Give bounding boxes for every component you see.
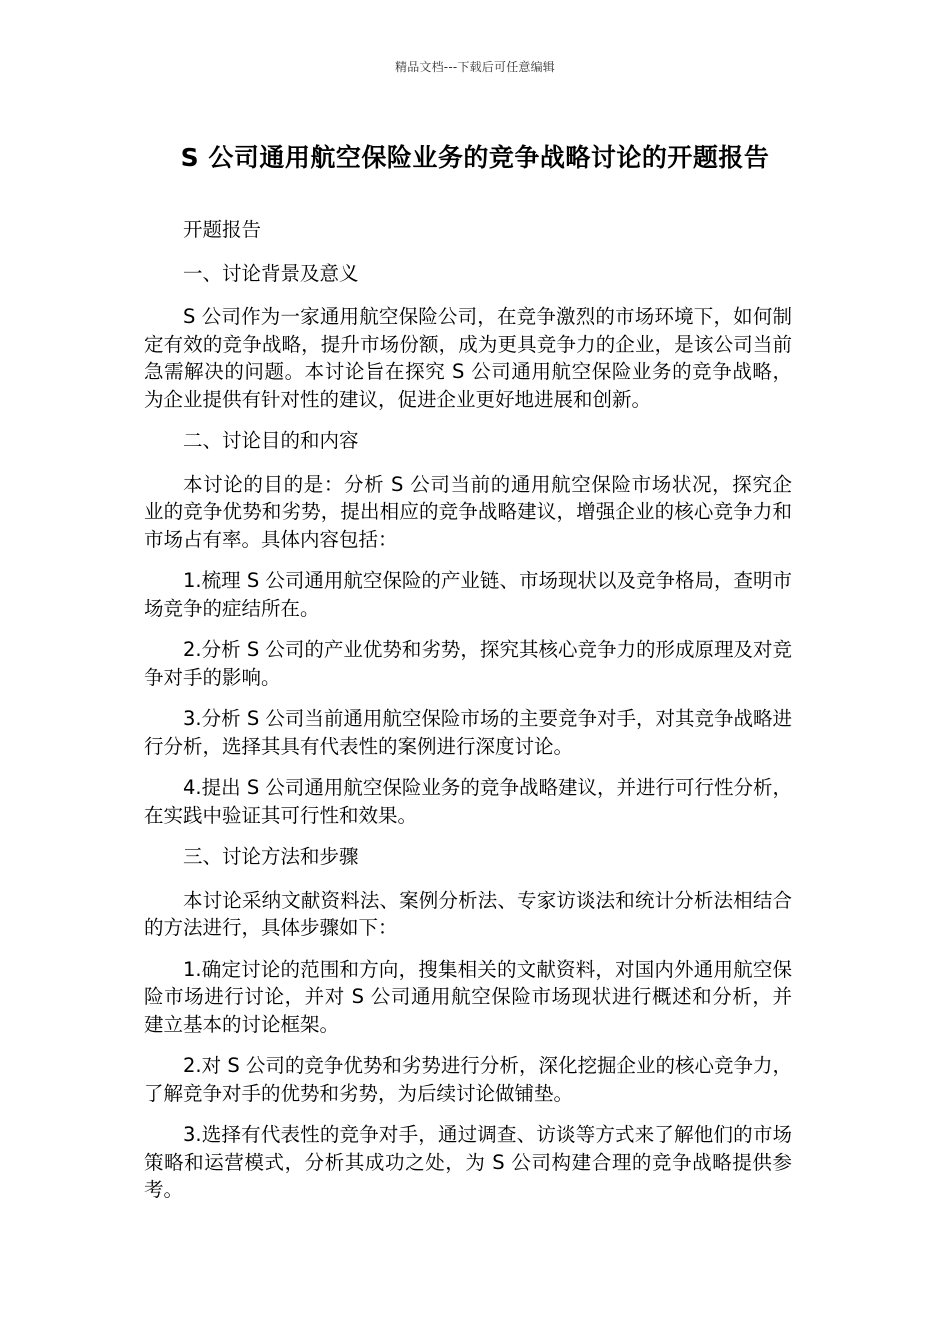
paragraph: 本讨论的目的是：分析 S 公司当前的通用航空保险市场状况，探究企业的竞争优势和劣势，提出相应的竞争战略建议，增强企业的核心竞争力和市场占有率。具体内容包括： — [144, 472, 792, 551]
list-item: 1.确定讨论的范围和方向，搜集相关的文献资料，对国内外通用航空保险市场进行讨论，并对 S 公司通用航空保险市场现状进行概述和分析，并建立基本的讨论框架。 — [144, 957, 792, 1036]
section-label: 开题报告 — [183, 218, 262, 241]
document-title: S 公司通用航空保险业务的竞争战略讨论的开题报告 — [180, 143, 770, 172]
list-item: 2.对 S 公司的竞争优势和劣势进行分析，深化挖掘企业的核心竞争力，了解竞争对手的优势和劣势，为后续讨论做铺垫。 — [144, 1054, 792, 1105]
section-heading: 三、讨论方法和步骤 — [183, 845, 359, 868]
paragraph: S 公司作为一家通用航空保险公司，在竞争激烈的市场环境下，如何制定有效的竞争战略，提升市场份额，成为更具竞争力的企业，是该公司当前急需解决的问题。本讨论旨在探究 S 公司通用航空保险业务的竞争战略，为企业提供有针对性的建议，促进企业更好地进展和创新。 — [144, 305, 792, 411]
list-item: 2.分析 S 公司的产业优势和劣势，探究其核心竞争力的形成原理及对竞争对手的影响。 — [144, 638, 792, 689]
paragraph: 本讨论采纳文献资料法、案例分析法、专家访谈法和统计分析法相结合的方法进行，具体步骤如下： — [144, 888, 792, 939]
document-body — [144, 216, 792, 1218]
section-heading: 二、讨论目的和内容 — [183, 429, 359, 452]
list-item: 1.梳理 S 公司通用航空保险的产业链、市场现状以及竞争格局，查明市场竞争的症结所在。 — [144, 569, 792, 620]
section-heading: 一、讨论背景及意义 — [183, 261, 359, 285]
list-item: 3.分析 S 公司当前通用航空保险市场的主要竞争对手，对其竞争战略进行分析，选择其具有代表性的案例进行深度讨论。 — [144, 707, 792, 758]
list-item: 4.提出 S 公司通用航空保险业务的竞争战略建议，并进行可行性分析，在实践中验证其可行性和效果。 — [144, 776, 792, 827]
header-note: 精品文档---下载后可任意编辑 — [395, 60, 555, 74]
list-item: 3.选择有代表性的竞争对手，通过调查、访谈等方式来了解他们的市场策略和运营模式，分析其成功之处，为 S 公司构建合理的竞争战略提供参考。 — [144, 1123, 792, 1201]
